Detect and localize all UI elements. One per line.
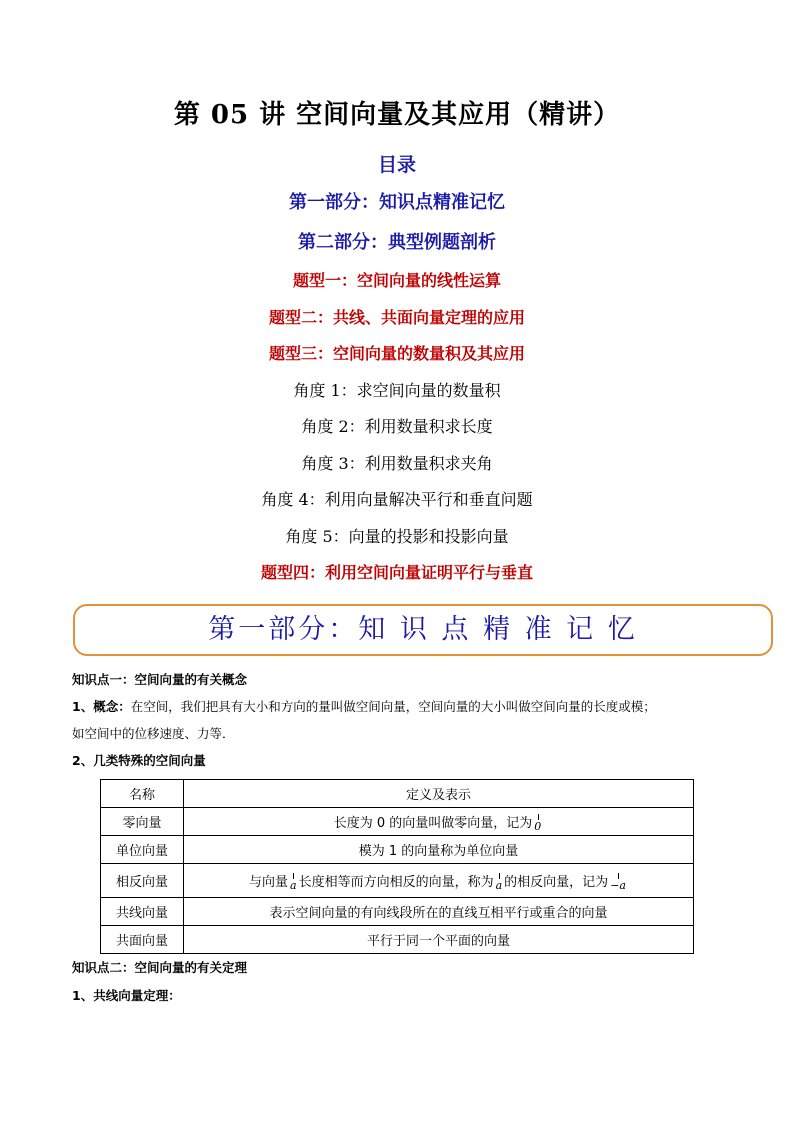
row-definition: 平行于同一个平面的向量	[184, 926, 694, 954]
row-definition: 表示空间向量的有向线段所在的直线互相平行或重合的向量	[184, 898, 694, 926]
header-definition: 定义及表示	[184, 780, 694, 808]
toc-angle-4[interactable]: 角度 4：利用向量解决平行和垂直问题	[261, 490, 533, 509]
concept-text-line-1	[72, 697, 656, 715]
collinear-theorem-heading: 1、共线向量定理：	[72, 988, 181, 1003]
vector-a-symbol: a	[290, 879, 297, 892]
table-row	[101, 898, 694, 926]
knowledge-1-heading: 知识点一：空间向量的有关概念	[72, 672, 248, 687]
toc-angle-3[interactable]: 角度 3：利用数量积求夹角	[301, 453, 493, 473]
section-banner	[73, 604, 773, 656]
page-title: 第 05 讲 空间向量及其应用（精讲）	[173, 100, 621, 130]
toc-angle-2[interactable]: 角度 2：利用数量积求长度	[301, 417, 493, 436]
section-banner-text: 第一部分：知 识 点 精 准 记 忆	[208, 614, 638, 645]
toc-part-2[interactable]: 第二部分：典型例题剖析	[298, 232, 496, 253]
toc-type-3[interactable]: 题型三：空间向量的数量积及其应用	[268, 344, 525, 363]
table-row	[101, 864, 694, 898]
table-header-row	[101, 780, 694, 808]
table-of-contents	[0, 150, 794, 597]
concept-body: 在空间，我们把具有大小和方向的量叫做空间向量，空间向量的大小叫做空间向量的长度或模；	[130, 699, 656, 714]
row-definition: 模为 1 的向量称为单位向量	[184, 836, 694, 864]
special-vectors-table	[100, 779, 694, 954]
row-definition: 长度为 0 的向量叫做零向量，记为 0	[184, 808, 694, 836]
concept-label: 1、概念：	[72, 699, 131, 714]
table-row	[101, 926, 694, 954]
toc-type-2[interactable]: 题型二：共线、共面向量定理的应用	[268, 307, 525, 327]
concept-text-line-2: 如空间中的位移速度、力等．	[72, 726, 235, 741]
toc-type-1[interactable]: 题型一：空间向量的线性运算	[292, 271, 501, 290]
table-row	[101, 836, 694, 864]
toc-angle-5[interactable]: 角度 5：向量的投影和投影向量	[285, 526, 509, 546]
table-row	[101, 808, 694, 836]
row-name: 共面向量	[101, 926, 184, 954]
toc-type-4[interactable]: 题型四：利用空间向量证明平行与垂直	[260, 563, 533, 582]
header-name: 名称	[101, 780, 184, 808]
row-name: 单位向量	[101, 836, 184, 864]
negative-vector-a-symbol: −a	[610, 879, 626, 892]
vector-a-symbol: a	[495, 879, 503, 892]
zero-vector-symbol: 0	[534, 820, 542, 833]
row-definition: 与向量 a 长度相等而方向相反的向量，称为 a 的相反向量，记为 −a	[184, 864, 694, 898]
toc-angle-1[interactable]: 角度 1：求空间向量的数量积	[293, 380, 501, 400]
row-name: 相反向量	[101, 864, 184, 898]
row-name: 共线向量	[101, 898, 184, 926]
special-vectors-heading: 2、几类特殊的空间向量	[72, 753, 206, 768]
knowledge-2-heading: 知识点二：空间向量的有关定理	[72, 960, 248, 975]
row-name: 零向量	[101, 808, 184, 836]
toc-part-1[interactable]: 第一部分：知识点精准记忆	[289, 192, 505, 213]
toc-heading: 目录	[377, 154, 416, 176]
